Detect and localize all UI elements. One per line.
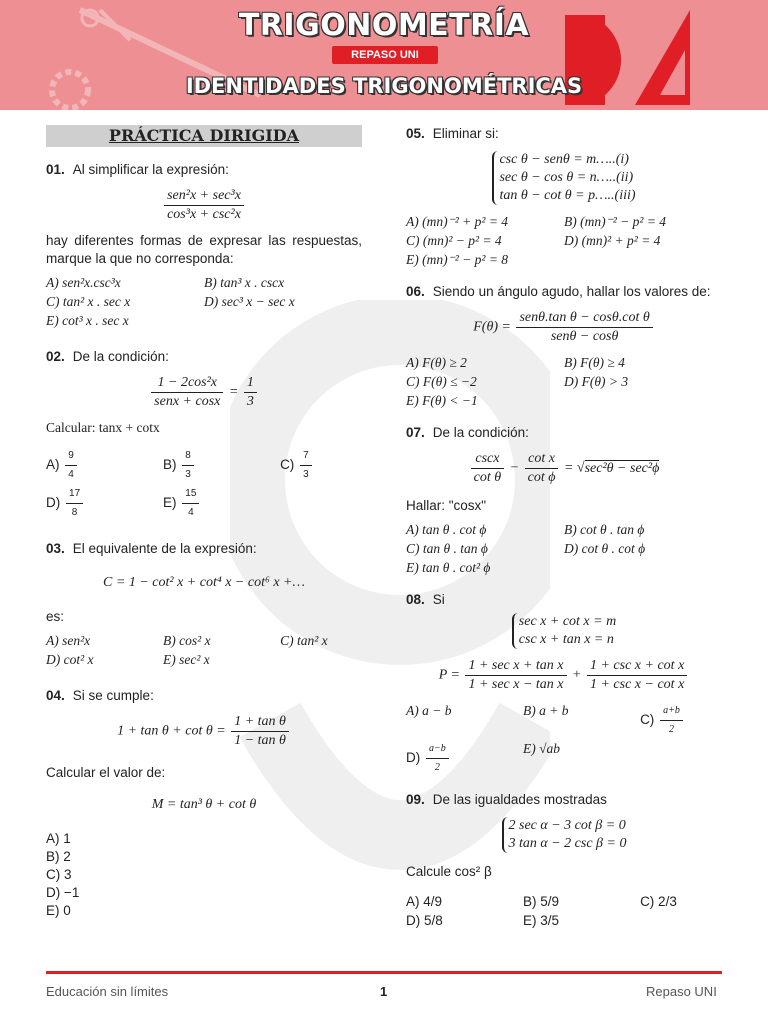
option[interactable]: E) cot³ x . sec x	[46, 313, 129, 328]
header-banner	[0, 0, 768, 110]
repaso-badge: REPASO UNI	[332, 46, 438, 64]
option[interactable]: E) sec² x	[163, 652, 210, 667]
page-subtitle: IDENTIDADES TRIGONOMÉTRICAS	[185, 74, 583, 98]
question-number: 04.	[46, 688, 65, 703]
question-text: De las igualdades mostradas	[432, 792, 607, 807]
equation: $\frac{\text{sen²x + sec³x}}{\text{cos³x + csc²x}}$	[46, 187, 362, 224]
question-number: 05.	[406, 126, 425, 141]
question-08	[406, 591, 722, 609]
system-line: sec x + cot x = m	[518, 614, 617, 629]
option[interactable]: D) sec³ x − sec x	[204, 294, 295, 309]
equation-system	[406, 817, 722, 853]
option[interactable]: D) cot² x	[46, 652, 94, 667]
question-text: Si se cumple:	[72, 688, 154, 703]
equation: $\frac{\csc x}{\text{cot θ}}$ − $\frac{\text{cot x}}{\text{cot ϕ}}$ = √sec²θ − sec²ϕ	[406, 450, 722, 487]
question-04	[46, 687, 362, 705]
system-line: 3 tan α − 2 csc β = 0	[508, 836, 627, 851]
option[interactable]: C) $\frac{a+b}{2}$	[640, 702, 722, 739]
option[interactable]: B) $\frac{8}{3}$	[163, 447, 280, 484]
option[interactable]: C) 2/3	[640, 894, 677, 909]
option[interactable]: E) 3/5	[523, 913, 560, 928]
equation: C = 1 − cot² x + cot⁴ x − cot⁶ x +…	[103, 575, 305, 590]
question-number: 09.	[406, 792, 425, 807]
option[interactable]: A) (mn)⁻² + p² = 4	[406, 214, 509, 229]
options-08	[406, 702, 722, 777]
equation: $\frac{\text{1 − 2cos²x}}{\text{senx + cosx}}$ = $\frac{1}{3}$	[46, 374, 362, 411]
question-number: 06.	[406, 284, 425, 299]
options-03	[46, 632, 362, 669]
option[interactable]: D) cot θ . cot ϕ	[564, 541, 646, 556]
option[interactable]: C) F(θ) ≤ −2	[406, 374, 477, 389]
option[interactable]: B) F(θ) ≥ 4	[564, 355, 625, 370]
question-text: De la condición:	[72, 349, 169, 364]
equation: F(θ) = $\frac{\text{senθ.tan θ − cosθ.cot θ}}{\text{senθ − cosθ}}$	[406, 309, 722, 346]
options-05	[406, 213, 722, 269]
options-09	[406, 893, 722, 930]
question-07	[406, 424, 722, 442]
option[interactable]: A) tan θ . cot ϕ	[406, 522, 487, 537]
page-title: TRIGONOMETRÍA	[238, 8, 530, 43]
option[interactable]: A) sen²x.csc³x	[46, 275, 121, 290]
option[interactable]: A) a − b	[406, 703, 452, 718]
equation-system	[406, 151, 722, 205]
calc-text: Calcule cos² β	[406, 864, 492, 879]
question-text: De la condición:	[432, 425, 529, 440]
option[interactable]: D) $\frac{17}{8}$	[46, 485, 163, 522]
equation: M = tan³ θ + cot θ	[151, 797, 257, 812]
question-text: hay diferentes formas de expresar las respuestas, marque la que no corresponda:	[46, 233, 362, 266]
option[interactable]: A) sen²x	[46, 633, 91, 648]
option[interactable]: E) F(θ) < −1	[406, 393, 478, 408]
option[interactable]: E) √ab	[523, 741, 561, 756]
question-text: Eliminar si:	[432, 126, 499, 141]
option[interactable]: A) 1	[46, 831, 71, 846]
question-number: 02.	[46, 349, 65, 364]
option[interactable]: C) tan² x . sec x	[46, 294, 131, 309]
option[interactable]: D) 5/8	[406, 913, 443, 928]
footer-left-text: Educación sin límites	[46, 984, 169, 999]
equation-system	[406, 613, 722, 649]
question-06	[406, 283, 722, 301]
system-line: csc x + tan x = n	[518, 632, 614, 647]
option[interactable]: C) $\frac{7}{3}$	[280, 447, 362, 484]
system-line: csc θ − senθ = m…..(i)	[499, 152, 629, 167]
footer-divider	[46, 971, 722, 974]
option[interactable]: C) (mn)² − p² = 4	[406, 233, 502, 248]
option[interactable]: A) 4/9	[406, 894, 443, 909]
option[interactable]: E) $\frac{15}{4}$	[163, 485, 280, 522]
option[interactable]: C) 3	[46, 867, 72, 882]
question-05	[406, 125, 722, 143]
question-03	[46, 540, 362, 558]
options-06	[406, 354, 722, 410]
equation: P = $\frac{\text{1 + sec x + tan x}}{\text{1 + sec x − tan x}}$ + $\frac{\text{1 + csc x + cot x}}{\text{1 + csc x − cot x}}$	[406, 657, 722, 694]
option[interactable]: A) F(θ) ≥ 2	[406, 355, 467, 370]
option[interactable]: E) (mn)⁻² − p² = 8	[406, 252, 509, 267]
option[interactable]: B) a + b	[523, 703, 569, 718]
option[interactable]: D) F(θ) > 3	[564, 374, 629, 389]
options-01	[46, 274, 362, 330]
option[interactable]: E) 0	[46, 903, 71, 918]
left-column	[46, 125, 362, 938]
option[interactable]: E) tan θ . cot² ϕ	[406, 560, 491, 575]
question-text: Al simplificar la expresión:	[72, 162, 229, 177]
right-column	[406, 125, 722, 948]
calc-text: Calcular: tanx + cotx	[46, 420, 160, 435]
option[interactable]: B) 2	[46, 849, 71, 864]
options-04	[46, 830, 362, 920]
question-number: 01.	[46, 162, 65, 177]
question-number: 03.	[46, 541, 65, 556]
question-text: es:	[46, 609, 65, 624]
question-text: Siendo un ángulo agudo, hallar los valores de:	[432, 284, 711, 299]
option[interactable]: D) $\frac{a-b}{2}$	[406, 740, 523, 777]
system-line: tan θ − cot θ = p…..(iii)	[499, 188, 636, 203]
equation: 1 + tan θ + cot θ = $\frac{\text{1 + tan θ}}{\text{1 − tan θ}}$	[46, 713, 362, 750]
question-01	[46, 161, 362, 179]
option[interactable]: D) (mn)² + p² = 4	[564, 233, 661, 248]
find-text: Hallar: "cosx"	[406, 498, 487, 513]
system-line: 2 sec α − 3 cot β = 0	[508, 818, 626, 833]
options-02	[46, 447, 362, 522]
system-line: sec θ − cos θ = n…..(ii)	[499, 170, 634, 185]
option[interactable]: B) (mn)⁻² − p² = 4	[564, 214, 667, 229]
option[interactable]: B) cos² x	[163, 633, 211, 648]
question-number: 07.	[406, 425, 425, 440]
calc-text: Calcular el valor de:	[46, 765, 166, 780]
option[interactable]: B) 5/9	[523, 894, 560, 909]
question-text: Si	[432, 592, 445, 607]
option[interactable]: C) tan² x	[280, 633, 328, 648]
question-text: El equivalente de la expresión:	[72, 541, 257, 556]
option[interactable]: D) −1	[46, 885, 80, 900]
option[interactable]: C) tan θ . tan ϕ	[406, 541, 488, 556]
question-09	[406, 791, 722, 809]
page-number: 1	[380, 984, 388, 999]
question-number: 08.	[406, 592, 425, 607]
options-07	[406, 521, 722, 577]
section-banner: PRÁCTICA DIRIGIDA	[46, 125, 362, 147]
option[interactable]: A) $\frac{9}{4}$	[46, 447, 163, 484]
question-02	[46, 348, 362, 366]
footer-right-text: Repaso UNI	[646, 984, 717, 999]
option[interactable]: B) cot θ . tan ϕ	[564, 522, 645, 537]
option[interactable]: B) tan³ x . cscx	[204, 275, 285, 290]
